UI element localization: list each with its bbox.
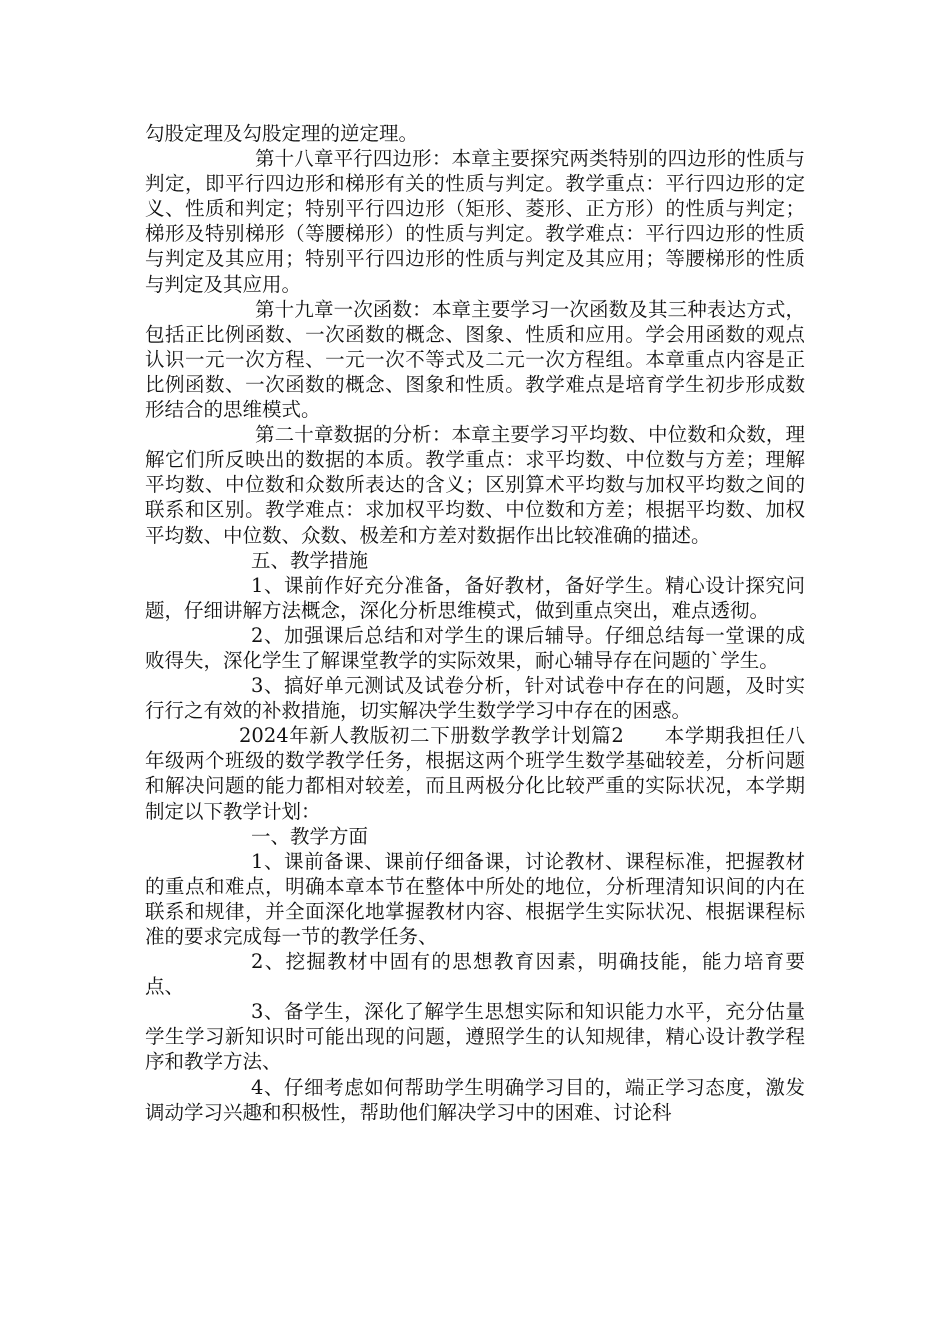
paragraph-continuation: 勾股定理及勾股定理的逆定理。	[145, 122, 419, 145]
paragraph-measure-3: 3、搞好单元测试及试卷分析，针对试卷中存在的问题，及时实行行之有效的补救措施，切实解决学生数学学习中存在的困惑。	[145, 674, 805, 723]
paragraph-aspect-4: 4、仔细考虑如何帮助学生明确学习目的，端正学习态度，激发调动学习兴趣和积极性，帮助他们解决学习中的困难、讨论科	[145, 1075, 805, 1124]
document-body	[145, 121, 805, 1125]
section-heading-teaching-aspect: 一、教学方面	[251, 824, 369, 848]
paragraph-aspect-3: 3、备学生，深化了解学生思想实际和知识能力水平，充分估量学生学习新知识时可能出现的问题，遵照学生的认知规律，精心设计教学程序和教学方法、	[145, 1000, 805, 1074]
section-heading-teaching-measures: 五、教学措施	[251, 548, 369, 572]
paragraph-aspect-1: 1、课前备课、课前仔细备课，讨论教材、课程标准，把握教材的重点和难点，明确本章本节在整体中所处的地位，分析理清知识间的内在联系和规律，并全面深化地掌握教材内容、根据学生实际状况、根据课程标准的要求完成每一节的教学任务、	[145, 849, 805, 948]
paragraph-measure-2: 2、加强课后总结和对学生的课后辅导。仔细总结每一堂课的成败得失，深化学生了解课堂教学的实际效果，耐心辅导存在问题的`学生。	[145, 623, 805, 672]
paragraph-chapter-19: 第十九章一次函数：本章主要学习一次函数及其三种表达方式，包括正比例函数、一次函数的概念、图象、性质和应用。学会用函数的观点认识一元一次方程、一元一次不等式及二元一次方程组。本章重点内容是正比例函数、一次函数的概念、图象和性质。教学难点是培育学生初步形成数形结合的思维模式。	[145, 297, 805, 422]
paragraph-chapter-20: 第二十章数据的分析：本章主要学习平均数、中位数和众数，理解它们所反映出的数据的本质。教学重点：求平均数、中位数与方差；理解平均数、中位数和众数所表达的含义；区别算术平均数与加权平均数之间的联系和区别。教学难点：求加权平均数、中位数和方差；根据平均数、加权平均数、中位数、众数、极差和方差对数据作出比较准确的描述。	[145, 423, 805, 547]
paragraph-plan-2-intro: 2024年新人教版初二下册数学教学计划篇2 本学期我担任八年级两个班级的数学教学任务，根据这两个班学生数学基础较差，分析问题和解决问题的能力都相对较差，而且两极分化比较严重的实际状况，本学期制定以下教学计划：	[145, 724, 805, 823]
paragraph-measure-1: 1、课前作好充分准备，备好教材，备好学生。精心设计探究问题，仔细讲解方法概念，深化分析思维模式，做到重点突出，难点透彻。	[145, 573, 805, 622]
paragraph-aspect-2: 2、挖掘教材中固有的思想教育因素，明确技能，能力培育要点、	[145, 950, 805, 999]
paragraph-chapter-18: 第十八章平行四边形：本章主要探究两类特别的四边形的性质与判定，即平行四边形和梯形有关的性质与判定。教学重点：平行四边形的定义、性质和判定；特别平行四边形（矩形、菱形、正方形）的性质与判定；梯形及特别梯形（等腰梯形）的性质与判定。教学难点：平行四边形的性质与判定及其应用；特别平行四边形的性质与判定及其应用；等腰梯形的性质与判定及其应用。	[145, 147, 805, 296]
